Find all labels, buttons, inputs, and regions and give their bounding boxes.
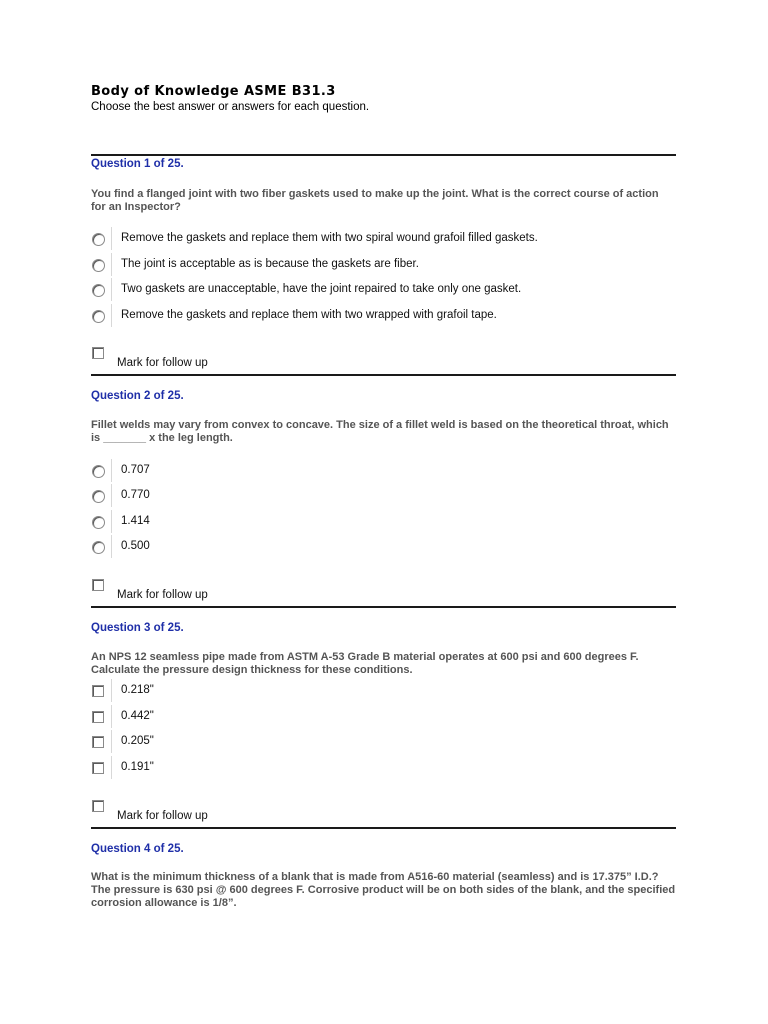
answer-checkbox[interactable] xyxy=(92,685,104,697)
question-1-heading: Question 1 of 25. xyxy=(91,158,184,170)
question-1-follow-up[interactable] xyxy=(91,347,391,371)
radio-button[interactable] xyxy=(92,516,105,529)
page-title: Body of Knowledge ASME B31.3 xyxy=(91,84,336,99)
radio-button[interactable] xyxy=(92,490,105,503)
section-divider xyxy=(91,154,676,156)
section-divider xyxy=(91,374,676,376)
radio-button[interactable] xyxy=(92,259,105,272)
follow-up-checkbox[interactable] xyxy=(92,800,104,812)
option-label: Two gaskets are unacceptable, have the joint repaired to take only one gasket. xyxy=(121,283,522,295)
option-separator xyxy=(111,253,112,276)
section-divider xyxy=(91,827,676,829)
option-separator xyxy=(111,510,112,533)
answer-checkbox[interactable] xyxy=(92,711,104,723)
follow-up-label: Mark for follow up xyxy=(117,357,208,369)
question-1-option-1[interactable] xyxy=(91,231,676,253)
option-separator xyxy=(111,227,112,250)
question-2-option-1[interactable] xyxy=(91,463,676,485)
option-label: 0.707 xyxy=(121,464,150,476)
option-separator xyxy=(111,535,112,558)
question-2-follow-up[interactable] xyxy=(91,579,391,603)
question-3-option-3[interactable] xyxy=(91,734,676,756)
option-label: 0.442" xyxy=(121,710,154,722)
option-label: 0.191" xyxy=(121,761,154,773)
option-label: 0.770 xyxy=(121,489,150,501)
option-separator xyxy=(111,756,112,779)
option-separator xyxy=(111,705,112,728)
option-label: 0.205" xyxy=(121,735,154,747)
question-3-option-4[interactable] xyxy=(91,760,676,782)
option-separator xyxy=(111,730,112,753)
document-header xyxy=(91,84,676,114)
question-2-option-2[interactable] xyxy=(91,488,676,510)
answer-checkbox[interactable] xyxy=(92,736,104,748)
option-separator xyxy=(111,679,112,702)
question-2-heading: Question 2 of 25. xyxy=(91,390,184,402)
option-separator xyxy=(111,278,112,301)
radio-button[interactable] xyxy=(92,284,105,297)
option-label: The joint is acceptable as is because the gaskets are fiber. xyxy=(121,258,419,270)
question-4-heading: Question 4 of 25. xyxy=(91,843,184,855)
option-label: 1.414 xyxy=(121,515,150,527)
radio-button[interactable] xyxy=(92,310,105,323)
option-label: Remove the gaskets and replace them with two spiral wound grafoil filled gaskets. xyxy=(121,232,538,244)
option-label: 0.218" xyxy=(121,684,154,696)
question-1-option-4[interactable] xyxy=(91,308,676,330)
radio-button[interactable] xyxy=(92,465,105,478)
follow-up-checkbox[interactable] xyxy=(92,347,104,359)
section-divider xyxy=(91,606,676,608)
question-1-option-3[interactable] xyxy=(91,282,676,304)
radio-button[interactable] xyxy=(92,541,105,554)
question-2-text: Fillet welds may vary from convex to concave. The size of a fillet weld is based on the theoretical throat, which is _______ x the leg length. xyxy=(91,419,669,444)
question-3-option-1[interactable] xyxy=(91,683,676,705)
option-separator xyxy=(111,484,112,507)
question-1-option-2[interactable] xyxy=(91,257,676,279)
option-label: 0.500 xyxy=(121,540,150,552)
page-subtitle: Choose the best answer or answers for each question. xyxy=(91,101,370,113)
question-1-text: You find a flanged joint with two fiber gaskets used to make up the joint. What is the correct course of action for an Inspector? xyxy=(91,188,659,213)
radio-button[interactable] xyxy=(92,233,105,246)
option-separator xyxy=(111,304,112,327)
question-3-follow-up[interactable] xyxy=(91,800,391,824)
question-3-option-2[interactable] xyxy=(91,709,676,731)
question-3-heading: Question 3 of 25. xyxy=(91,622,184,634)
option-separator xyxy=(111,459,112,482)
question-4-text: What is the minimum thickness of a blank that is made from A516-60 material (seamless) and is 17.375” I.D.? The pressure is 630 psi @ 600 degrees F. Corrosive product will be on both sides of the blank, and the specified corrosion allowance is 1/8”. xyxy=(91,871,676,909)
follow-up-checkbox[interactable] xyxy=(92,579,104,591)
question-2-option-3[interactable] xyxy=(91,514,676,536)
follow-up-label: Mark for follow up xyxy=(117,589,208,601)
option-label: Remove the gaskets and replace them with two wrapped with grafoil tape. xyxy=(121,309,497,321)
question-3-text: An NPS 12 seamless pipe made from ASTM A-53 Grade B material operates at 600 psi and 600 degrees F. Calculate the pressure design thickness for these conditions. xyxy=(91,651,639,676)
question-2-option-4[interactable] xyxy=(91,539,676,561)
follow-up-label: Mark for follow up xyxy=(117,810,208,822)
answer-checkbox[interactable] xyxy=(92,762,104,774)
